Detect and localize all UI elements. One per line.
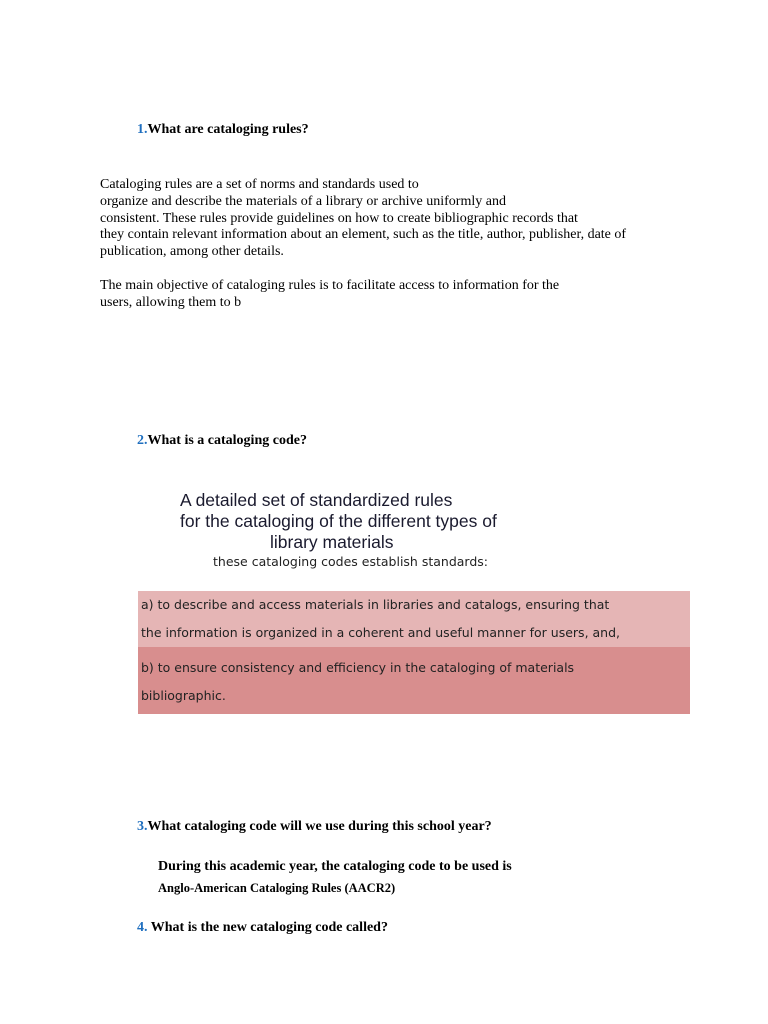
paragraph-line: organize and describe the materials of a library or archive uniformly and xyxy=(100,193,506,209)
standard-a-line: a) to describe and access materials in libraries and catalogs, ensuring that xyxy=(141,597,610,612)
answer-1-paragraph-2 xyxy=(100,278,559,312)
question-4-number: 4. xyxy=(137,920,148,935)
standard-b-line: b) to ensure consistency and efficiency in the cataloging of materials xyxy=(141,660,575,675)
paragraph-line: The main objective of cataloging rules is to facilitate access to information for the xyxy=(100,278,560,293)
question-3-text: What cataloging code will we use during this school year? xyxy=(147,819,492,834)
question-3-number: 3. xyxy=(137,819,148,834)
question-4-heading xyxy=(137,919,388,937)
standard-b-box xyxy=(138,647,690,714)
standard-a-box xyxy=(138,591,690,647)
question-2-number: 2. xyxy=(137,433,148,448)
paragraph-line: they contain relevant information about an element, such as the title, author, publisher, date of xyxy=(100,227,627,243)
question-2-text: What is a cataloging code? xyxy=(147,433,307,448)
question-1-number: 1. xyxy=(137,122,148,137)
standard-a-line: the information is organized in a coherent and useful manner for users, and, xyxy=(141,625,621,640)
standard-b-line: bibliographic. xyxy=(141,688,226,703)
paragraph-line: consistent. These rules provide guidelines on how to create bibliographic records that xyxy=(100,210,578,226)
question-2-heading xyxy=(137,432,307,450)
slide-subtitle: these cataloging codes establish standards: xyxy=(213,554,488,569)
question-1-heading xyxy=(137,121,309,139)
slide-title-line-1: A detailed set of standardized rules xyxy=(180,490,453,510)
answer-3-line-1: During this academic year, the cataloging code to be used is xyxy=(158,859,512,874)
paragraph-line: users, allowing them to b xyxy=(100,294,242,310)
question-1-text: What are cataloging rules? xyxy=(147,122,309,137)
paragraph-line: Cataloging rules are a set of norms and standards used to xyxy=(100,177,419,192)
slide-title-line-3: library materials xyxy=(270,532,394,552)
question-3-heading xyxy=(137,818,492,836)
answer-3-line-2: Anglo-American Cataloging Rules (AACR2) xyxy=(158,881,396,895)
paragraph-line: publication, among other details. xyxy=(100,244,284,260)
slide-title-line-2: for the cataloging of the different types of xyxy=(180,511,497,531)
answer-1-paragraph-1 xyxy=(100,177,626,261)
question-4-text: What is the new cataloging code called? xyxy=(147,920,388,935)
